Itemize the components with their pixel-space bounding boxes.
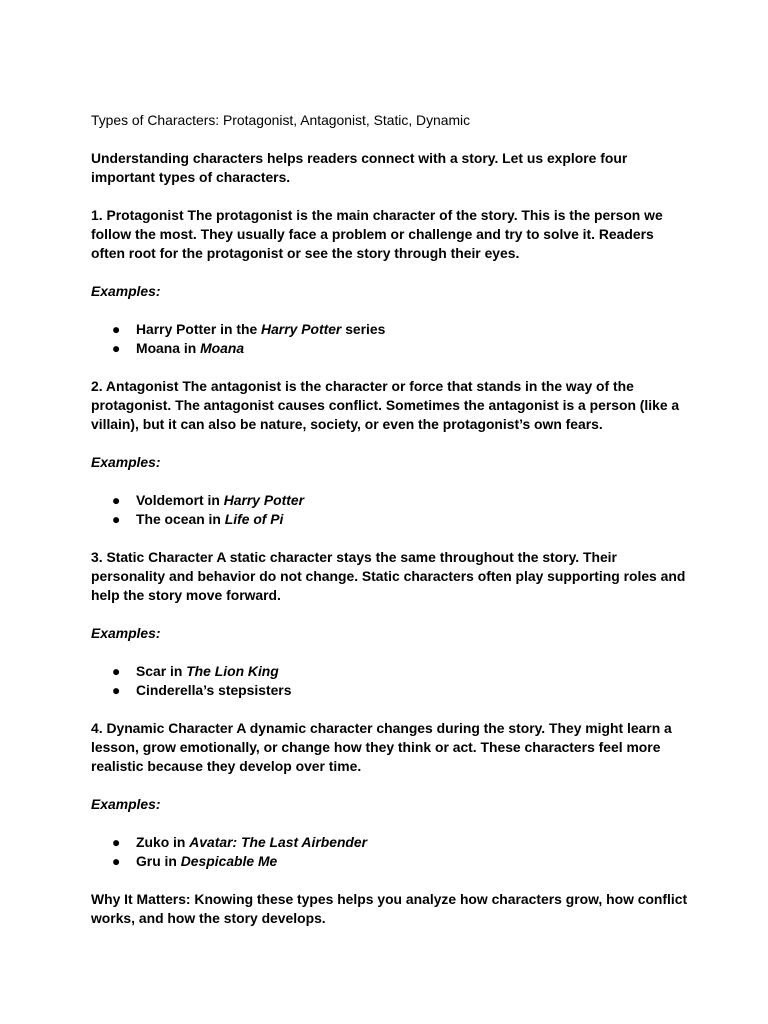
work-title: Harry Potter: [223, 492, 305, 508]
section-text: 1. Protagonist The protagonist is the main character of the story. This is the person we follow the most. They usually face a problem or challenge and try to solve it. Readers often root for the protagonist or see the story through their eyes.: [91, 207, 663, 261]
list-item: [91, 852, 691, 871]
example-text: Cinderella’s stepsisters: [136, 682, 292, 698]
examples-list: [91, 662, 691, 700]
work-title: Life of Pi: [224, 511, 284, 527]
example-text: The ocean in: [136, 511, 225, 527]
list-item: [91, 491, 691, 510]
example-text: Moana in: [136, 340, 201, 356]
list-item: [91, 510, 691, 529]
examples-list: [91, 491, 691, 529]
example-text: Scar in: [136, 663, 187, 679]
example-text: Voldemort in: [136, 492, 224, 508]
example-suffix: series: [341, 321, 386, 337]
work-title: Avatar: The Last Airbender: [189, 834, 368, 850]
bullet-icon: ●: [112, 340, 121, 356]
document-page: [91, 111, 691, 928]
bullet-icon: ●: [112, 321, 121, 337]
section-protagonist: [91, 206, 691, 358]
section-antagonist: [91, 377, 691, 529]
section-text: 4. Dynamic Character A dynamic character changes during the story. They might learn a lesson, grow emotionally, or change how they think or act. These characters feel more realistic because they develop over time.: [91, 720, 672, 774]
bullet-icon: ●: [112, 511, 121, 527]
examples-label: Examples:: [91, 283, 161, 299]
work-title: Harry Potter: [261, 321, 342, 337]
section-static-character: [91, 548, 691, 700]
document-title: Types of Characters: Protagonist, Antagonist, Static, Dynamic: [91, 112, 471, 128]
examples-label: Examples:: [91, 625, 161, 641]
work-title: Despicable Me: [180, 853, 278, 869]
section-dynamic-character: [91, 719, 691, 871]
bullet-icon: ●: [112, 492, 121, 508]
example-text: Gru in: [136, 853, 181, 869]
bullet-icon: ●: [112, 663, 121, 679]
examples-label: Examples:: [91, 796, 161, 812]
list-item: [91, 662, 691, 681]
list-item: [91, 681, 691, 700]
list-item: [91, 339, 691, 358]
work-title: Moana: [200, 340, 245, 356]
example-text: Harry Potter in the: [136, 321, 262, 337]
intro-paragraph: Understanding characters helps readers connect with a story. Let us explore four important types of characters.: [91, 150, 628, 185]
work-title: The Lion King: [186, 663, 279, 679]
example-text: Zuko in: [136, 834, 190, 850]
section-text: 2. Antagonist The antagonist is the character or force that stands in the way of the protagonist. The antagonist causes conflict. Sometimes the antagonist is a person (like a villain), but it can also be nature, society, or even the protagonist’s own fears.: [91, 378, 680, 432]
bullet-icon: ●: [112, 853, 121, 869]
bullet-icon: ●: [112, 682, 121, 698]
examples-label: Examples:: [91, 454, 161, 470]
examples-list: [91, 320, 691, 358]
bullet-icon: ●: [112, 834, 121, 850]
conclusion-paragraph: Why It Matters: Knowing these types helps you analyze how characters grow, how conflict works, and how the story develops.: [91, 891, 688, 926]
list-item: [91, 833, 691, 852]
examples-list: [91, 833, 691, 871]
list-item: [91, 320, 691, 339]
section-text: 3. Static Character A static character stays the same throughout the story. Their personality and behavior do not change. Static characters often play supporting roles and help the story move forward.: [91, 549, 686, 603]
